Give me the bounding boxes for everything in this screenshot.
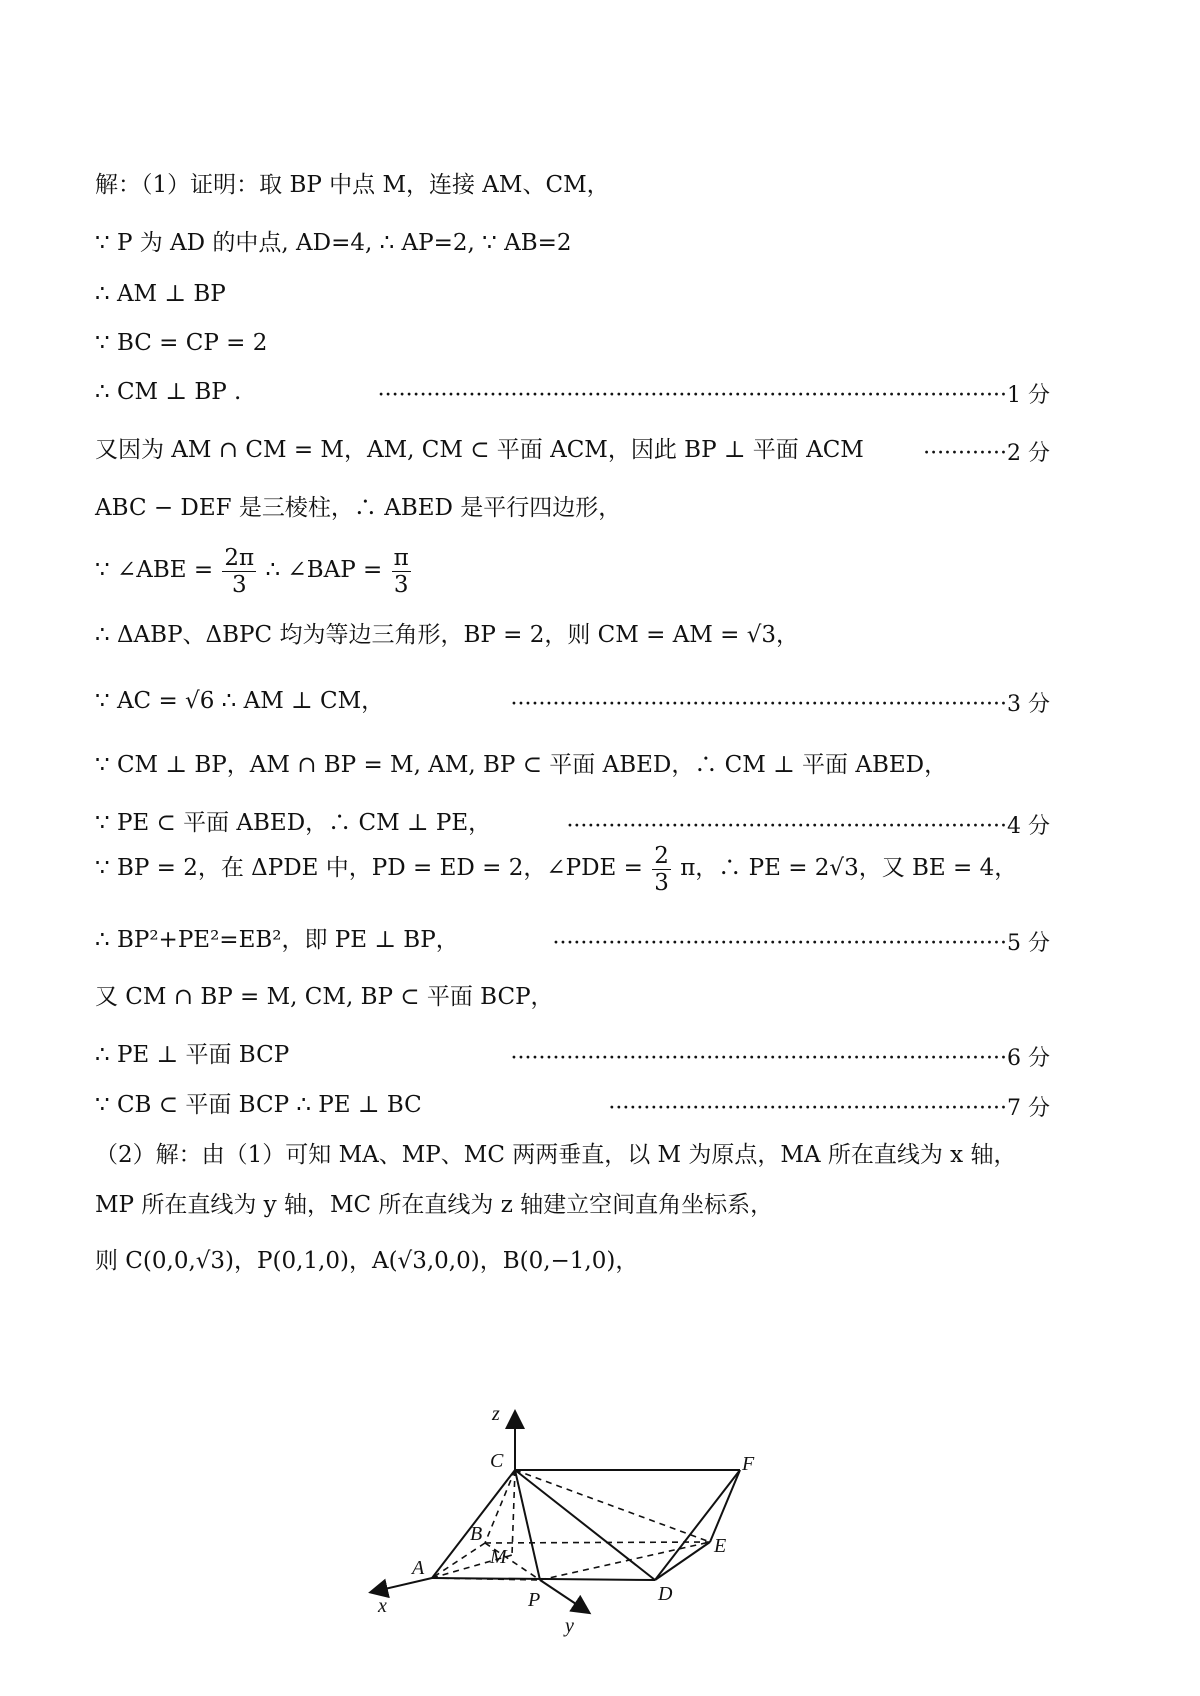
line-10: ∵ AC = √6 ∴ AM ⊥ CM，: [95, 688, 385, 714]
line-4: ∵ BC = CP = 2: [95, 330, 268, 356]
edge-ba: [432, 1543, 485, 1578]
label-m: M: [490, 1546, 507, 1568]
fraction-numerator: 2: [654, 842, 669, 869]
label-e: E: [714, 1535, 727, 1557]
angle-abe-label: ∵ ∠ABE =: [95, 557, 214, 583]
edge-pe: [540, 1542, 710, 1580]
label-y: y: [565, 1615, 574, 1637]
fraction-denominator: 3: [231, 571, 247, 598]
score-mark-5: ·································································5 分: [552, 931, 1050, 956]
label-p: P: [528, 1589, 541, 1611]
edge-ef: [710, 1470, 740, 1542]
line-3: ∴ AM ⊥ BP: [95, 281, 226, 307]
line-16: ∴ PE ⊥ 平面 BCP: [95, 1042, 290, 1068]
x-axis: [372, 1578, 432, 1592]
line-19: MP 所在直线为 y 轴，MC 所在直线为 z 轴建立空间直角坐标系，: [95, 1192, 774, 1218]
label-x: x: [378, 1595, 387, 1617]
score-mark-3: ·······································································3 分: [510, 692, 1050, 717]
angle-bap-label: ∴ ∠BAP =: [265, 557, 383, 583]
fraction-numerator: π: [393, 544, 409, 571]
line-14: ∴ BP²+PE²=EB²，即 PE ⊥ BP，: [95, 927, 459, 953]
pe-result-text: π，∴ PE = 2√3，又 BE = 4，: [680, 855, 1018, 881]
fraction-denominator: 3: [393, 571, 409, 598]
score-mark-1: ··························································································1 分: [377, 383, 1050, 408]
line-18: （2）解：由（1）可知 MA、MP、MC 两两垂直，以 M 为原点，MA 所在直线为 x 轴，: [95, 1142, 1017, 1168]
label-f: F: [742, 1453, 755, 1475]
edge-be: [485, 1542, 710, 1543]
score-mark-4: ·······························································4 分: [566, 814, 1050, 839]
line-15: 又 CM ∩ BP = M, CM, BP ⊂ 平面 BCP，: [95, 984, 554, 1010]
fraction-numerator: 2π: [224, 544, 255, 571]
edge-cb: [485, 1470, 515, 1543]
edge-df: [655, 1470, 740, 1580]
line-6: 又因为 AM ∩ CM = M，AM, CM ⊂ 平面 ACM，因此 BP ⊥ 平面 ACM: [95, 437, 864, 463]
pde-text: ∵ BP = 2，在 ΔPDE 中，PD = ED = 2，∠PDE =: [95, 855, 643, 881]
label-d: D: [658, 1583, 673, 1605]
label-b: B: [470, 1523, 483, 1545]
line-17: ∵ CB ⊂ 平面 BCP ∴ PE ⊥ BC: [95, 1092, 422, 1118]
label-a: A: [412, 1557, 425, 1579]
score-mark-7: ·························································7 分: [608, 1096, 1050, 1121]
line-1: 解：（1）证明：取 BP 中点 M，连接 AM、CM，: [95, 172, 610, 198]
label-z: z: [492, 1403, 500, 1425]
line-9: ∴ ΔABP、ΔBPC 均为等边三角形，BP = 2，则 CM = AM = √3，: [95, 622, 800, 648]
line-11: ∵ CM ⊥ BP，AM ∩ BP = M, AM, BP ⊂ 平面 ABED，∴ CM ⊥ 平面 ABED，: [95, 752, 948, 778]
edge-ce: [515, 1470, 710, 1542]
score-mark-2: ············2 分: [923, 441, 1050, 466]
y-axis: [540, 1580, 588, 1612]
score-mark-6: ·······································································6 分: [510, 1046, 1050, 1071]
line-5: ∴ CM ⊥ BP .: [95, 379, 242, 405]
line-12: ∵ PE ⊂ 平面 ABED，∴ CM ⊥ PE，: [95, 810, 492, 836]
fraction-denominator: 3: [654, 869, 669, 896]
line-20: 则 C(0,0,√3)，P(0,1,0)，A(√3,0,0)，B(0,−1,0)，: [95, 1248, 639, 1274]
label-c: C: [490, 1450, 504, 1472]
line-7: ABC − DEF 是三棱柱，∴ ABED 是平行四边形，: [95, 495, 622, 521]
line-2: ∵ P 为 AD 的中点, AD=4, ∴ AP=2, ∵ AB=2: [95, 230, 572, 256]
